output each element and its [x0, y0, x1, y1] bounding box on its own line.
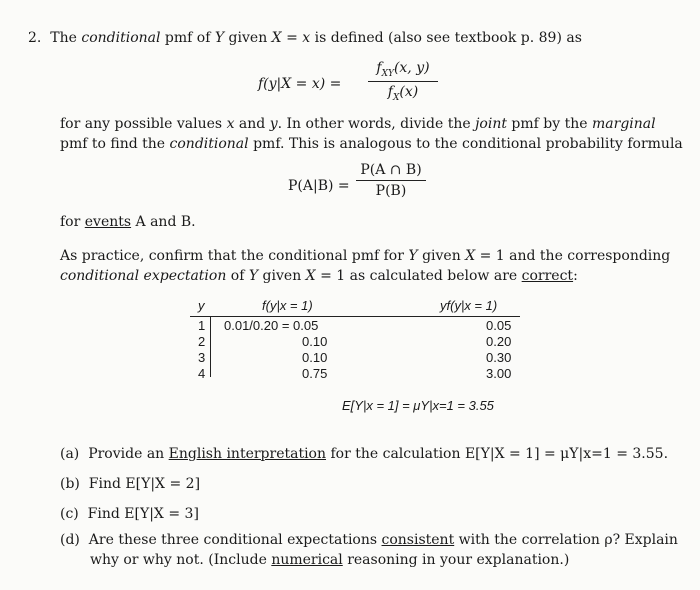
problem-number: 2.: [28, 30, 42, 46]
table-cell: 0.20: [486, 334, 512, 349]
table-header: f(y|x = 1): [262, 298, 313, 313]
conditional-prob-lhs: P(A|B) =: [288, 178, 350, 194]
question-c: (c) Find E[Y|X = 3]: [60, 506, 199, 522]
para3-line2: conditional expectation of Y given X = 1 as calculated below are correct:: [60, 268, 578, 284]
table-header: yf(y|x = 1): [440, 298, 498, 313]
para2: for events A and B.: [60, 214, 196, 230]
table-cell: 0.10: [302, 334, 328, 349]
para3-line1: As practice, confirm that the conditional pmf for Y given X = 1 and the corresponding: [60, 248, 671, 264]
table-cell: 0.01/0.20 = 0.05: [224, 318, 319, 333]
fraction-denominator: $f_X(x)$: [387, 83, 419, 103]
fraction-numerator: $f_{XY}(x$, y): [368, 60, 438, 82]
table-cell: 4: [198, 366, 206, 381]
fraction-denominator: P(B): [375, 183, 407, 199]
expectation-result: E[Y|x = 1] = μY|x=1 = 3.55: [342, 398, 494, 413]
table-cell: 3.00: [486, 366, 512, 381]
table-cell: 2: [198, 334, 206, 349]
question-d-line2: why or why not. (Include numerical reasoning in your explanation.): [90, 552, 570, 568]
question-a: (a) Provide an English interpretation for the calculation E[Y|X = 1] = μY|x=1 = 3.55.: [60, 446, 669, 462]
fraction-numerator: P(A ∩ B): [356, 162, 426, 181]
para1-line1: for any possible values x and y. In other words, divide the joint pmf by the marginal: [60, 116, 656, 132]
table-header-rule: [190, 316, 520, 317]
table-column-rule: [210, 317, 211, 377]
para1-line2: pmf to find the conditional pmf. This is analogous to the conditional probability formula: [60, 136, 683, 152]
table-cell: 0.10: [302, 350, 328, 365]
table-header: y: [198, 298, 205, 313]
events-link: events: [84, 214, 132, 230]
table-cell: 0.75: [302, 366, 328, 381]
conditional-pmf-fraction: [368, 60, 438, 103]
table-cell: 1: [198, 318, 206, 333]
table-cell: 0.05: [486, 318, 512, 333]
question-b: (b) Find E[Y|X = 2]: [60, 476, 201, 492]
conditional-prob-fraction: [356, 162, 426, 199]
intro-line: 2. The conditional pmf of Y given X = x is defined (also see textbook p. 89) as: [28, 30, 582, 46]
question-d-line1: (d) Are these three conditional expectations consistent with the correlation ρ? Explain: [60, 532, 678, 548]
table-cell: 0.30: [486, 350, 512, 365]
conditional-pmf-lhs: f(y|X = x) =: [258, 76, 342, 92]
table-cell: 3: [198, 350, 206, 365]
